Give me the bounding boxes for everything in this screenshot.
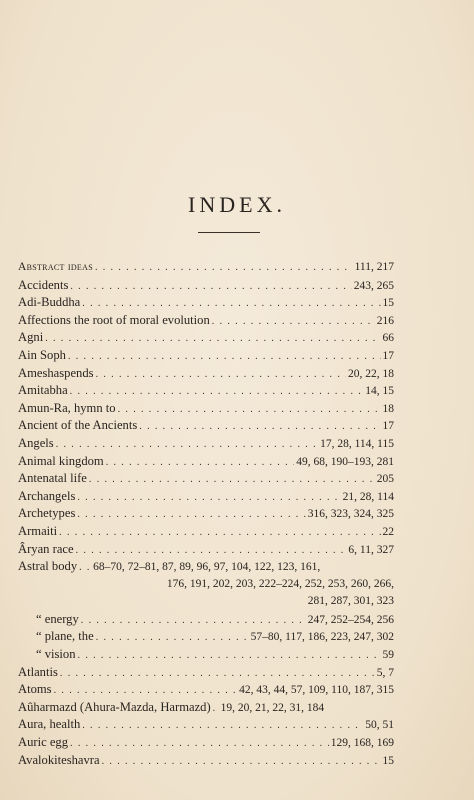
- entry-label: Atlantis: [18, 664, 58, 679]
- leader-dots: [70, 278, 351, 296]
- entry-pages: 50, 51: [365, 719, 394, 732]
- leader-dots: [139, 418, 380, 436]
- index-subentry: [18, 646, 394, 664]
- entry-pages: 17, 28, 114, 115: [320, 437, 394, 450]
- entry-pages: 66: [382, 332, 394, 345]
- index-entry: [18, 435, 394, 453]
- entry-label: “ plane, the: [36, 629, 94, 644]
- entry-pages: 15: [382, 297, 394, 310]
- entry-label: Affections the root of moral evolution: [18, 312, 210, 327]
- leader-dots: [96, 629, 249, 647]
- leader-dots: [54, 682, 238, 700]
- leader-dots: [78, 647, 381, 665]
- index-entry: [18, 400, 394, 418]
- entry-pages: 59: [382, 649, 394, 662]
- index-entry: [18, 365, 394, 383]
- index-entry: [18, 312, 394, 330]
- leader-dots: [56, 436, 318, 454]
- index-entry: [18, 329, 394, 347]
- index-entry: [18, 382, 394, 400]
- index-subentry: [18, 628, 394, 646]
- index-entry: [18, 347, 394, 365]
- index-entry: [18, 523, 394, 541]
- index-entry: [18, 417, 394, 435]
- index-entry: [18, 681, 394, 699]
- index-entry: [18, 505, 394, 523]
- entry-pages: 205: [376, 473, 394, 486]
- index-entry: [18, 453, 394, 471]
- entry-label: Animal kingdom: [18, 453, 104, 468]
- entry-label: Ancient of the Ancients: [18, 418, 138, 433]
- leader-dots: [77, 506, 305, 524]
- entry-label: Antenatal life: [18, 471, 87, 486]
- entry-label: Atoms: [18, 682, 52, 697]
- entry-label: Ain Soph: [18, 347, 66, 362]
- entry-pages: 316, 323, 324, 325: [307, 508, 394, 521]
- entry-pages: 19, 20, 21, 22, 31, 184: [220, 701, 325, 714]
- leader-dots: [77, 489, 340, 507]
- entry-label: Amun-Ra, hymn to: [18, 400, 116, 415]
- entry-pages: 281, 287, 301, 323: [307, 595, 394, 608]
- entry-pages: 20, 22, 18: [348, 367, 394, 380]
- entry-pages: 129, 168, 169: [330, 737, 394, 750]
- entry-pages: 176, 191, 202, 203, 222–224, 252, 253, 260, 266,: [166, 577, 394, 590]
- entry-pages: 21, 28, 114: [342, 490, 394, 503]
- index-subentry: [18, 611, 394, 629]
- index-entry: [18, 734, 394, 752]
- entry-pages: 42, 43, 44, 57, 109, 110, 187, 315: [239, 684, 394, 697]
- index-entry: [18, 294, 394, 312]
- leader-dots: [81, 612, 306, 630]
- entry-label: Agni: [18, 330, 44, 345]
- entry-label: “ vision: [36, 647, 76, 662]
- index-entry: [18, 752, 394, 770]
- index-entry: [18, 541, 394, 559]
- leader-dots: [60, 665, 375, 683]
- leader-dots: [76, 542, 347, 560]
- index-entry: [18, 699, 394, 717]
- index-entry: [18, 558, 394, 576]
- entry-pages: 14, 15: [365, 385, 394, 398]
- leader-dots: [45, 330, 380, 348]
- entry-label: Accidents: [18, 277, 69, 292]
- entry-label: Archetypes: [18, 506, 76, 521]
- index-entry: [18, 488, 394, 506]
- entry-pages: 18: [382, 402, 394, 415]
- entry-label: Amitabha: [18, 383, 68, 398]
- leader-dots: [212, 313, 375, 331]
- leader-dots: [68, 348, 381, 366]
- entry-pages: 68–70, 72–81, 87, 89, 96, 97, 104, 122, 123, 161,: [93, 561, 321, 574]
- entry-label: “ energy: [36, 611, 79, 626]
- entry-pages: 111, 217: [354, 261, 394, 273]
- entry-label: Aûharmazd (Ahura-Mazda, Harmazd): [18, 699, 211, 714]
- page-title: INDEX.: [188, 192, 286, 217]
- entry-label: Aura, health: [18, 717, 81, 732]
- index-entry-continuation: [18, 576, 394, 594]
- index-entry: [18, 277, 394, 295]
- index-entry: [18, 470, 394, 488]
- leader-dots: [106, 454, 295, 472]
- index-entry-continuation: [18, 593, 394, 611]
- entry-pages: 216: [376, 314, 394, 327]
- leader-dots: [82, 717, 363, 735]
- entry-label: Avalokiteshavra: [18, 752, 100, 767]
- entry-label: Archangels: [18, 488, 76, 503]
- entry-label: Âryan race: [18, 541, 74, 556]
- entry-label: Astral body: [18, 559, 78, 574]
- entry-label: Auric egg: [18, 735, 69, 750]
- index-entry: [18, 664, 394, 682]
- leader-dots: [102, 753, 381, 771]
- title-rule: [198, 232, 260, 233]
- entry-pages: 17: [382, 420, 394, 433]
- entry-label: Angels: [18, 435, 54, 450]
- entry-label: Armaiti: [18, 523, 58, 538]
- entry-label: Abstract ideas: [18, 261, 93, 273]
- entry-pages: 243, 265: [353, 279, 394, 292]
- leader-dots: [89, 471, 375, 489]
- entry-pages: 22: [382, 525, 394, 538]
- entry-pages: 5, 7: [376, 666, 394, 679]
- entry-label: Ameshaspends: [18, 365, 94, 380]
- index-entry: [18, 259, 394, 277]
- leader-dots: [79, 559, 91, 577]
- entry-pages: 15: [382, 754, 394, 767]
- index-list: [18, 259, 394, 769]
- entry-pages: 247, 252–254, 256: [307, 613, 394, 626]
- entry-pages: 6, 11, 327: [348, 543, 394, 556]
- leader-dots: [118, 401, 381, 419]
- entry-label: Adi-Buddha: [18, 295, 81, 310]
- leader-dots: [82, 295, 380, 313]
- leader-dots: [213, 700, 219, 718]
- leader-dots: [95, 259, 353, 277]
- entry-pages: 57–80, 117, 186, 223, 247, 302: [250, 631, 394, 644]
- leader-dots: [96, 366, 346, 384]
- entry-pages: 49, 68, 190–193, 281: [296, 455, 394, 468]
- index-entry: [18, 716, 394, 734]
- leader-dots: [59, 524, 380, 542]
- leader-dots: [70, 383, 364, 401]
- leader-dots: [70, 735, 329, 753]
- entry-pages: 17: [382, 349, 394, 362]
